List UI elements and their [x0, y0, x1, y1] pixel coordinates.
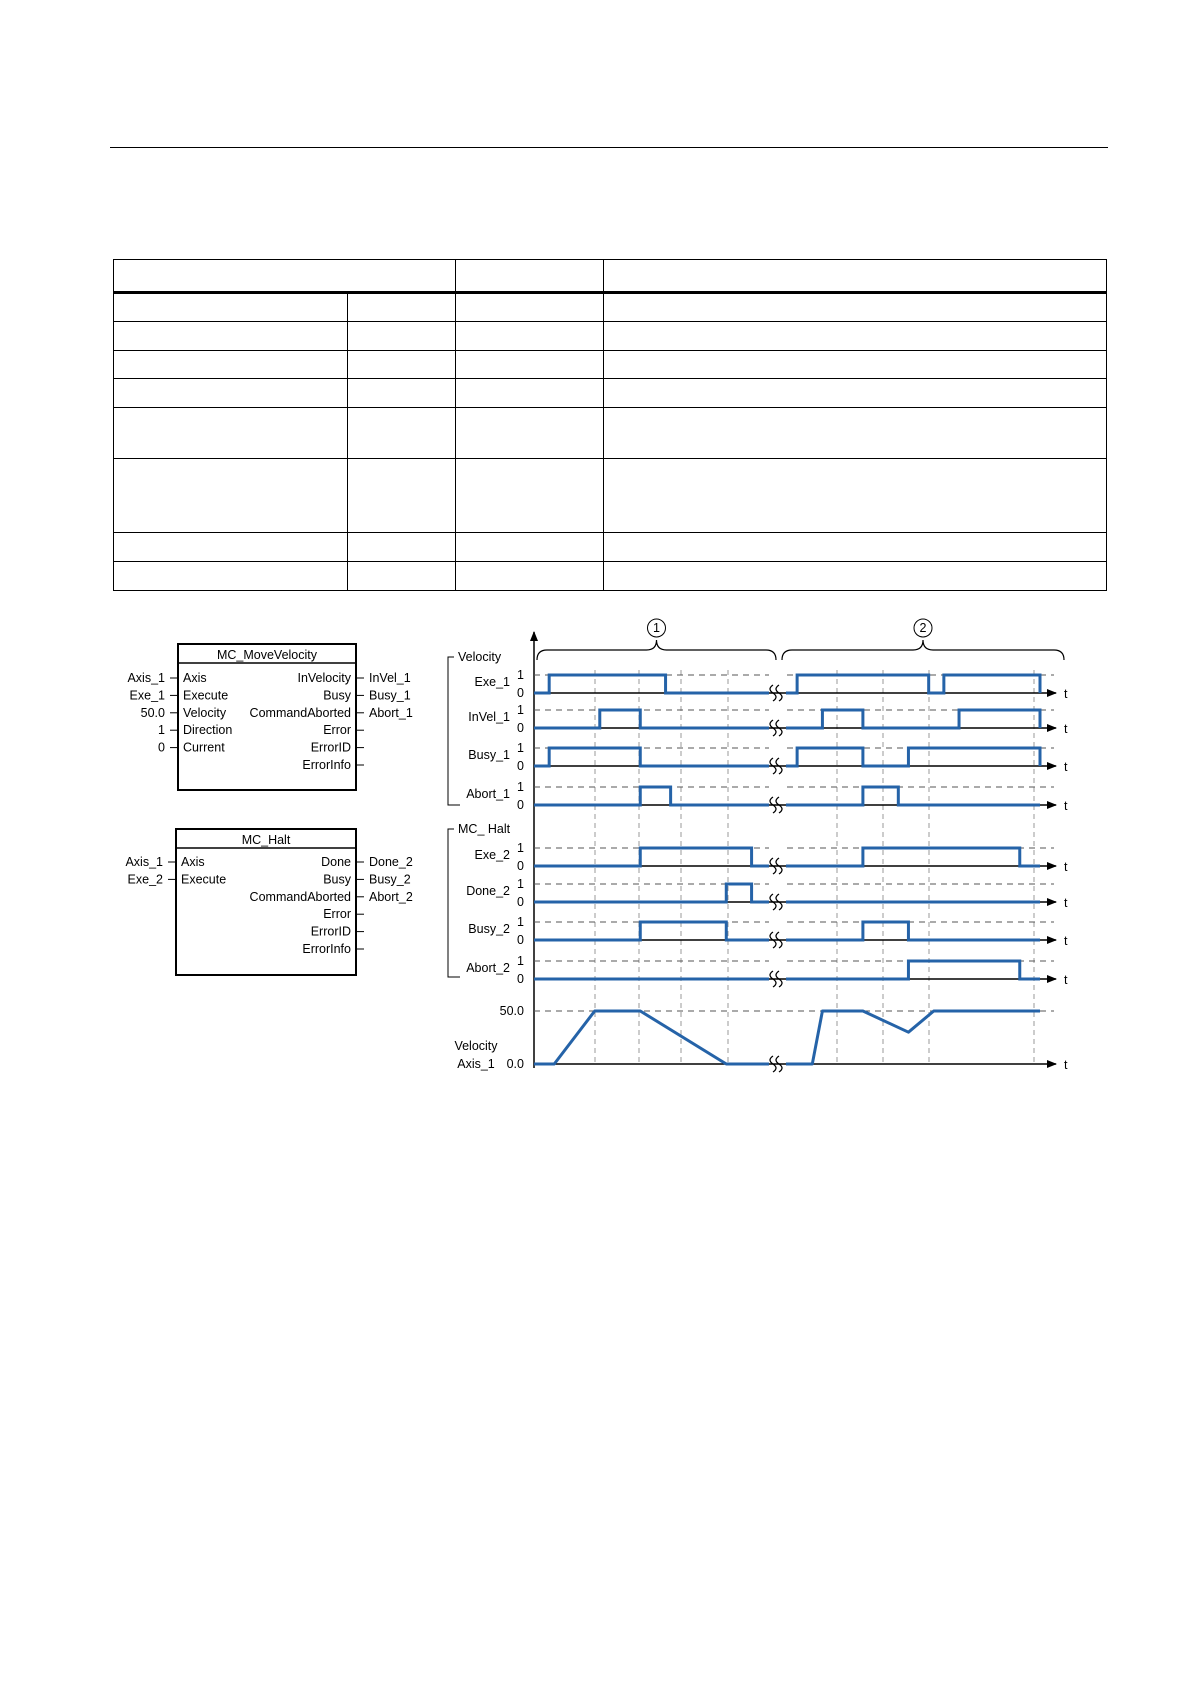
- signal-row: [466, 954, 1068, 987]
- phase-brace: [537, 619, 776, 660]
- output-pin-value: Busy_1: [369, 688, 411, 703]
- phase-marker-label: 2: [919, 621, 927, 635]
- signal-row: [475, 841, 1068, 874]
- input-pin-label: Execute: [183, 688, 229, 703]
- velocity-tick-high: 50.0: [499, 1004, 524, 1018]
- signal-group-bracket: [448, 822, 511, 977]
- signal-group-bracket: [448, 650, 502, 805]
- level-low-label: 0: [517, 972, 524, 986]
- level-high-label: 1: [517, 841, 524, 855]
- signal-group-label: MC_ Halt: [458, 822, 511, 836]
- output-pin-label: InVelocity: [297, 671, 351, 685]
- signal-row: [466, 780, 1068, 813]
- signal-name: Exe_2: [474, 848, 510, 862]
- function-blocks: [125, 644, 412, 975]
- signal-trace: [534, 787, 1040, 805]
- bracket-path: [448, 829, 460, 977]
- input-pin-label: Axis: [183, 671, 207, 685]
- input-pin-value: Axis_1: [127, 671, 165, 685]
- block-title: MC_Halt: [241, 833, 291, 847]
- input-pin-value: 0: [158, 740, 165, 755]
- level-low-label: 0: [517, 933, 524, 947]
- input-pin-value: 50.0: [140, 705, 165, 720]
- velocity-tick-low: 0.0: [506, 1057, 524, 1071]
- signal-name: InVel_1: [468, 710, 510, 724]
- output-pin-label: CommandAborted: [249, 889, 351, 904]
- velocity-label: Axis_1: [457, 1057, 495, 1071]
- level-low-label: 0: [517, 759, 524, 773]
- level-high-label: 1: [517, 877, 524, 891]
- function-block-move-velocity: [127, 644, 412, 790]
- output-pin-value: Done_2: [369, 855, 413, 869]
- output-pin-value: Abort_1: [369, 705, 413, 720]
- level-low-label: 0: [517, 798, 524, 812]
- signal-trace: [534, 748, 1040, 766]
- signal-name: Abort_1: [466, 787, 510, 801]
- signal-row: [468, 915, 1068, 948]
- signal-name: Busy_1: [468, 748, 510, 762]
- signal-name: Busy_2: [468, 922, 510, 936]
- level-low-label: 0: [517, 686, 524, 700]
- output-pin-label: Error: [323, 907, 351, 922]
- signal-trace: [534, 922, 1040, 940]
- phase-brace-path: [782, 640, 1064, 660]
- level-high-label: 1: [517, 915, 524, 929]
- signal-row: [468, 703, 1068, 736]
- signal-row: [468, 741, 1068, 774]
- bracket-path: [448, 657, 460, 805]
- input-pin-label: Direction: [183, 723, 233, 738]
- signal-row: [475, 668, 1068, 701]
- input-pin-label: Axis: [181, 855, 205, 869]
- level-low-label: 0: [517, 721, 524, 735]
- output-pin-value: Abort_2: [369, 889, 413, 904]
- output-pin-label: Busy: [323, 872, 351, 887]
- signal-row: [466, 877, 1068, 910]
- time-axis-label: t: [1064, 1058, 1068, 1072]
- time-axis-label: t: [1064, 760, 1068, 774]
- function-block-halt: [125, 829, 412, 975]
- time-axis-label: t: [1064, 973, 1068, 987]
- signal-trace: [534, 675, 1040, 693]
- velocity-label: Velocity: [454, 1039, 498, 1053]
- time-axis-label: t: [1064, 722, 1068, 736]
- level-high-label: 1: [517, 741, 524, 755]
- output-pin-label: Busy: [323, 688, 351, 703]
- level-low-label: 0: [517, 859, 524, 873]
- level-high-label: 1: [517, 668, 524, 682]
- time-axis-label: t: [1064, 860, 1068, 874]
- signal-name: Exe_1: [474, 675, 510, 689]
- signal-trace: [534, 710, 1040, 728]
- time-axis-label: t: [1064, 687, 1068, 701]
- time-axis-label: t: [1064, 799, 1068, 813]
- level-high-label: 1: [517, 780, 524, 794]
- input-pin-label: Velocity: [183, 705, 227, 720]
- output-pin-label: ErrorID: [310, 740, 351, 755]
- time-axis-label: t: [1064, 896, 1068, 910]
- input-pin-label: Current: [183, 740, 225, 755]
- input-pin-value: Exe_2: [127, 872, 163, 887]
- velocity-trace: [534, 1011, 1040, 1064]
- input-pin-label: Execute: [181, 872, 227, 887]
- signal-name: Done_2: [466, 884, 510, 898]
- level-high-label: 1: [517, 954, 524, 968]
- signal-name: Abort_2: [466, 961, 510, 975]
- level-high-label: 1: [517, 703, 524, 717]
- signal-group-label: Velocity: [458, 650, 502, 664]
- time-axis-label: t: [1064, 934, 1068, 948]
- input-pin-value: 1: [158, 723, 165, 738]
- block-title: MC_MoveVelocity: [216, 648, 318, 662]
- phase-marker-label: 1: [653, 621, 660, 635]
- output-pin-value: InVel_1: [369, 671, 411, 685]
- output-pin-label: CommandAborted: [249, 705, 351, 720]
- signal-trace: [534, 884, 1040, 902]
- level-low-label: 0: [517, 895, 524, 909]
- input-pin-value: Axis_1: [125, 855, 163, 869]
- timing-diagram: [448, 619, 1068, 1072]
- output-pin-label: Done: [321, 855, 351, 869]
- output-pin-value: Busy_2: [369, 872, 411, 887]
- signal-trace: [534, 961, 1040, 979]
- velocity-plot: [454, 1004, 1068, 1072]
- output-pin-label: ErrorInfo: [302, 758, 351, 772]
- input-pin-value: Exe_1: [129, 688, 165, 703]
- signal-trace: [534, 848, 1040, 866]
- output-pin-label: ErrorID: [310, 924, 351, 939]
- phase-brace-path: [537, 640, 776, 660]
- phase-brace: [782, 619, 1064, 660]
- output-pin-label: Error: [323, 723, 351, 738]
- output-pin-label: ErrorInfo: [302, 942, 351, 956]
